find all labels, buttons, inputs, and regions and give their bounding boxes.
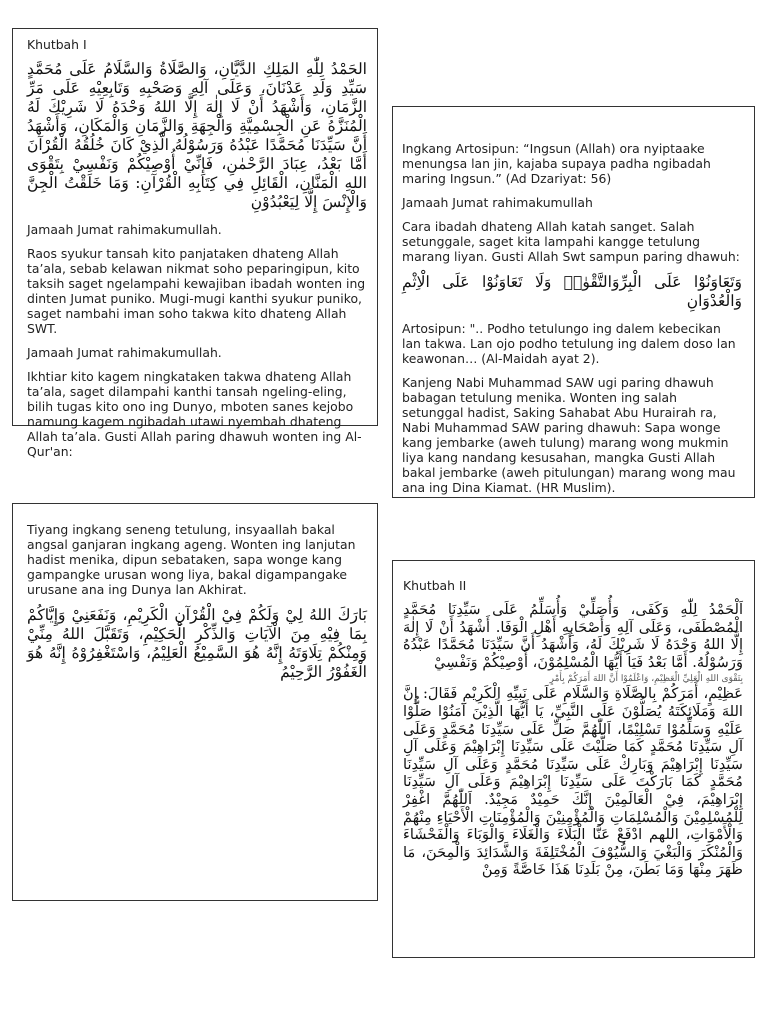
paragraph-ibadah-ways: Cara ibadah dhateng Allah katah sanget. Salah setunggale, saget kita lampahi kangge tetulung marang liyan. Gusti Allah Swt sampun paring dhawuh: [402, 219, 740, 264]
translation-content [402, 141, 742, 504]
paragraph-greeting-2: Jamaah Jumat rahimakumullah. [27, 345, 222, 360]
khutbah-2-title: Khutbah II [403, 578, 467, 593]
arabic-closing-text: بَارَكَ اللهُ لِيْ وَلَكُمْ فِيْ الْقُرْآنِ الْكَرِيْمِ، وَنَفَعَنِيْ وَإِيَّاكُمْ بِمَا فِيْهِ مِنَ الْآيَاتِ وَالذِّكْرِ الْحَكِيْمِ، وَتَقَبَّلَ اللهُ مِنِّيْ وَمِنْكُمْ تِلَاوَتَهُ إِنَّهُ هُوَ السَّمِيْعُ الْعَلِيْمُ، وَاسْتَغْفِرُوْهُ إِنَّهُ هُوَ الْغَفُوْرُ الرَّحِيْمُ [27, 606, 367, 681]
paragraph-verse-translation: Artosipun: ".. Podho tetulungo ing dalem kebecikan lan takwa. Lan ojo podho tetulung ing dalem doso lan keawonan… (Al-Maidah ayat 2). [402, 321, 736, 366]
paragraph-greeting-1: Jamaah Jumat rahimakumullah. [27, 222, 222, 237]
khutbah-1-content [27, 37, 367, 468]
paragraph-verse-meaning: Ingkang Artosipun: “Ingsun (Allah) ora nyiptaake menungsa lan jin, kajaba supaya padha ngibadah maring Ingsun.” (Ad Dzariyat: 56) [402, 141, 711, 186]
paragraph-hadith: Kanjeng Nabi Muhammad SAW ugi paring dhawuh babagan tetulung menika. Wonten ing salah setunggal hadist, Saking Sahabat Abu Hurairah ra, Nabi Muhammad SAW paring dhawuh: Sapa wonge kang jembarke (aweh tulung) marang wong mukmin liya kang nandang kesusahan, mangka Gusti Allah bakal jembarke (aweh pitulungan) marang wong mau ana ing Dina Kiamat. (HR Muslim). [402, 375, 736, 495]
paragraph-gratitude: Raos syukur tansah kito panjataken dhateng Allah ta’ala, sebab kelawan nikmat soho peparingipun, kito taksih saget ngelampahi kewajiban ibadah wonten ing dinten Jumat puniko. Mugi-mugi kanthi syukur puniko, saget nambahi iman soho takwa kito dhateng Allah SWT. [27, 246, 366, 336]
arabic-khutbah-2-part-1: اَلْحَمْدُ لِلّٰهِ وَكَفَى، وَأُصَلِّيْ وَأُسَلِّمُ عَلَى سَيِّدِنَا مُحَمَّدٍ الْمُصْطَفَى، وَعَلَى آلِهِ وَأَصْحَابِهِ أَهْلِ الْوَفَا. أَشْهَدُ أَنْ لَا إِلٰهَ إِلَّا اللهُ وَحْدَهُ لَا شَرِيْكَ لَهُ، وَأَشْهَدُ أَنَّ سَيِّدَنَا مُحَمَّدًا عَبْدُهُ وَرَسُوْلُهُ. أَمَّا بَعْدُ فَيَا أَيُّهَا الْمُسْلِمُوْنَ، أُوْصِيْكُمْ وَنَفْسِيْ [403, 601, 743, 671]
closing-content [27, 522, 367, 692]
khutbah-2-panel [392, 560, 755, 958]
arabic-khutbah-2-part-2: عَظِيْمٍ، أَمَرَكُمْ بِالصَّلَاةِ وَالسَّلَامِ عَلَى نَبِيِّهِ الْكَرِيْمِ فَقَالَ: إِنَّ اللهَ وَمَلَائِكَتَهُ يُصَلُّوْنَ عَلَى النَّبِيِّ، يَا أَيُّهَا الَّذِيْنَ آمَنُوْا صَلُّوْا عَلَيْهِ وَسَلِّمُوْا تَسْلِيْمًا، اَللّٰهُمَّ صَلِّ عَلَى سَيِّدِنَا مُحَمَّدٍ وَعَلَى آلِ سَيِّدِنَا مُحَمَّدٍ كَمَا صَلَّيْتَ عَلَى سَيِّدِنَا إِبْرَاهِيْمَ وَعَلَى آلِ سَيِّدِنَا إِبْرَاهِيْمَ وَبَارِكْ عَلَى سَيِّدِنَا مُحَمَّدٍ وَعَلَى آلِ سَيِّدِنَا مُحَمَّدٍ كَمَا بَارَكْتَ عَلَى سَيِّدِنَا إِبْرَاهِيْمَ وَعَلَى آلِ سَيِّدِنَا إِبْرَاهِيْمَ، فِيْ الْعَالَمِيْنَ إِنَّكَ حَمِيْدٌ مَجِيْدٌ. اَللّٰهُمَّ اغْفِرْ لِلْمُسْلِمِيْنَ وَالْمُسْلِمَاتِ وَالْمُؤْمِنِيْنَ وَالْمُؤْمِنَاتِ الْأَحْيَاءِ مِنْهُمْ وَالْأَمْوَاتِ، اللهم ادْفَعْ عَنَّا الْبَلَاءَ وَالْغَلَاءَ وَالْوَبَاءَ وَالْفَحْشَاءَ وَالْمُنْكَرَ وَالْبَغْيَ وَالسُّيُوْفَ الْمُخْتَلِفَةَ وَالشَّدَائِدَ وَالْمِحَنَ، مَا ظَهَرَ مِنْهَا وَمَا بَطَنَ، مِنْ بَلَدِنَا هَذَا خَاصَّةً وَمِنْ [403, 685, 743, 879]
paragraph-reward: Tiyang ingkang seneng tetulung, insyaallah bakal angsal ganjaran ingkang ageng. Wonten ing lanjutan hadist menika, dipun sebataken, sapa wonge kang gampangke urusan wong liya, bakal digampangake urusane ana ing Dunya lan Akhirat. [27, 522, 356, 597]
khutbah-2-content [403, 578, 743, 889]
khutbah-1-title: Khutbah I [27, 37, 87, 52]
arabic-khutbah-2-small-line: بِتَقْوَى اللهِ الْعَلِيِّ الْعَظِيْمِ، وَاعْلَمُوْا أَنَّ اللهَ أَمَرَكُمْ بِأَمْرٍ [549, 674, 743, 685]
paragraph-greeting-3: Jamaah Jumat rahimakumullah [402, 195, 593, 210]
paragraph-taqwa: Ikhtiar kito kagem ningkataken takwa dhateng Allah ta’ala, saget dilampahi kanthi tansah ngeling-eling, bilih tugas kito ono ing Dunyo, mboten sanes kejobo namung kagem ngibadah utawi nyembah dhateng Allah ta’ala. Gusti Allah paring dhawuh wonten ing Al-Qur'an: [27, 369, 362, 459]
arabic-opening-text: الحَمْدُ لِلّٰهِ المَلِكِ الدَّيَّانِ، وَالصَّلَاةُ وَالسَّلَامُ عَلَى مُحَمَّدٍ سَيِّدِ وَلَدِ عَدْنَانَ، وَعَلَى آلِهِ وَصَحْبِهِ وَتَابِعِيْهِ عَلَى مَرِّ الزَّمَانِ، وَأَشْهَدُ أَنْ لَا إِلٰهَ إِلَّا اللهُ وَحْدَهُ لَا شَرِيْكَ لَهُ الْمُنَزَّهُ عَنِ الْجِسْمِيَّةِ وَالْجِهَةِ وَالزَّمَانِ وَالْمَكَانِ، وَأَشْهَدُ أَنَّ سَيِّدَنَا مُحَمَّدًا عَبْدُهُ وَرَسُوْلُهُ الَّذِيْ كَانَ خُلُقُهُ الْقُرْآنَ أَمَّا بَعْدُ، عِبَادَ الرَّحْمٰنِ، فَإِنِّيْ أُوْصِيْكُمْ وَنَفْسِيْ بِتَقْوَى اللهِ الْمَنَّانِ، الْقَائِلِ فِي كِتَابِهِ الْقُرْآنِ: وَمَا خَلَقْتُ الْجِنَّ وَالْإِنْسَ إِلَّا لِيَعْبُدُوْنِ [27, 60, 367, 211]
arabic-verse-text: وَتَعَاوَنُوْا عَلَى الْبِرِّوَالتَّقْوٰىۖ وَلَا تَعَاوَنُوْا عَلَى الْاِثْمِ وَالْعُدْوَانِ [402, 273, 742, 310]
